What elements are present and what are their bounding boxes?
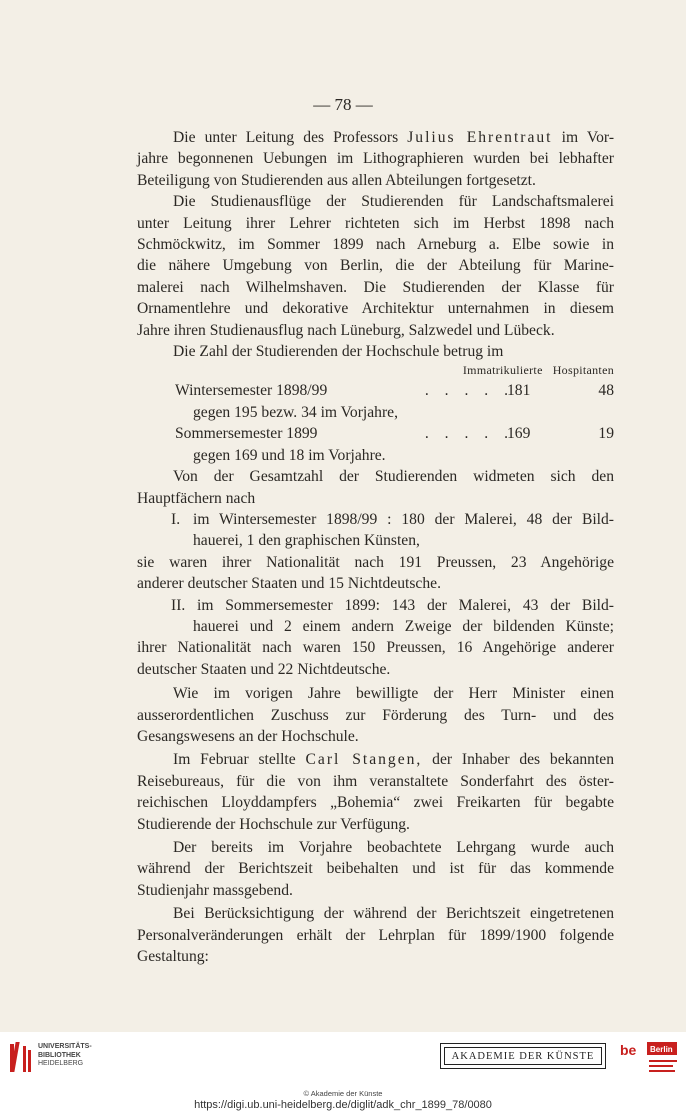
row-dots: . . . . . <box>424 382 514 400</box>
enum-line-1: im Sommersemester 1899: 143 der Malerei, 43 der Bild- <box>197 596 614 614</box>
row-note: gegen 169 und 18 im Vorjahre. <box>193 446 386 464</box>
paragraph-2-line-4: die nähere Umgebung von Berlin, die der Abteilung für Marine- <box>137 257 614 275</box>
row-label: Sommersemester 1899 <box>175 425 318 443</box>
paragraph-2-line-5: malerei nach Wilhelmshaven. Die Studierenden der Klasse für <box>137 278 614 296</box>
paragraph-9-line-1: Der bereits im Vorjahre beobachtete Lehrgang wurde auch <box>173 839 614 856</box>
paragraph-6-line-1: ihrer Nationalität nach waren 150 Preussen, 16 Angehörige anderer <box>137 639 614 657</box>
paragraph-2-line-7: Jahre ihren Studienausflug nach Lüneburg, Salzwedel und Lübeck. <box>137 321 555 339</box>
row-hospitanten: 48 <box>598 382 614 400</box>
row-dots: . . . . . <box>424 425 514 443</box>
table-row <box>137 380 614 401</box>
row-note: gegen 195 bezw. 34 im Vorjahre, <box>193 403 398 421</box>
enum-line-2: hauerei, 1 den graphischen Künsten, <box>193 532 420 550</box>
paragraph-8-line-1: Im Februar stellte Carl Stangen, der Inhaber des bekannten <box>173 751 615 769</box>
enum-item-1 <box>137 509 614 552</box>
body-text <box>137 127 614 967</box>
paragraph-9-line-2: während der Berichtszeit beibehalten und ist für das kommende <box>137 860 614 878</box>
enum-number: I. <box>171 510 181 528</box>
paragraph-10-line-3: Gestaltung: <box>137 948 209 966</box>
paragraph-2-line-3: Schmöckwitz, im Sommer 1899 nach Arneburg a. Elbe sowie in <box>137 236 614 254</box>
paragraph-6-line-2: deutscher Staaten und 22 Nichtdeutsche. <box>137 660 391 678</box>
copyright-notice: © Akademie der Künste <box>303 1089 383 1098</box>
paragraph-4-line-2: Hauptfächern nach <box>137 489 256 507</box>
paragraph-8-line-3: reichischen Lloyddampfers „Bohemia“ zwei Freikarten für begabte <box>137 794 614 812</box>
paragraph-2-line-6: Ornamentlehre und dekorative Architektur unternahmen in diesem <box>137 300 614 318</box>
page-number: — 78 — <box>313 95 373 114</box>
enum-item-2 <box>137 595 614 638</box>
paragraph-5-line-1: sie waren ihrer Nationalität nach 191 Preussen, 23 Angehörige <box>137 553 614 571</box>
paragraph-5-line-2: anderer deutscher Staaten und 15 Nichtdeutsche. <box>137 575 441 593</box>
paragraph-10-line-2: Personalveränderungen erhält der Lehrplan für 1899/1900 folgende <box>137 926 614 944</box>
paragraph-9-line-3: Studienjahr massgebend. <box>137 881 293 899</box>
paragraph-1-line-1: Die unter Leitung des Professors Julius Ehrentraut im Vor- <box>173 129 615 146</box>
header-hospitanten: Hospitanten <box>552 363 614 378</box>
permalink-url[interactable]: https://digi.ub.uni-heidelberg.de/diglit/adk_chr_1899_78/0080 <box>194 1099 492 1111</box>
paragraph-7-line-1: Wie im vorigen Jahre bewilligte der Herr Minister einen <box>173 685 614 703</box>
paragraph-4-line-1: Von der Gesamtzahl der Studierenden widmeten sich den <box>173 468 614 486</box>
enum-line-1: im Wintersemester 1898/99 : 180 der Malerei, 48 der Bild- <box>193 510 614 528</box>
ub-heidelberg-logo-icon[interactable] <box>8 1040 34 1076</box>
table-headers <box>137 363 614 377</box>
be-berlin-logo-icon[interactable] <box>619 1040 679 1076</box>
paragraph-8-line-2: Reisebureaus, für die von ihm veranstaltete Sonderfahrt des öster- <box>137 772 614 790</box>
paragraph-2-line-2: unter Leitung ihrer Lehrer richteten sich im Herbst 1898 nach <box>137 214 614 232</box>
paragraph-1-line-2: jahre begonnenen Uebungen im Lithographieren wurden bei lebhafter <box>137 150 614 168</box>
header-immatrikulierte: Immatrikulierte <box>462 363 543 378</box>
ub-heidelberg-label: UNIVERSITÄTS- BIBLIOTHEK HEIDELBERG <box>38 1043 92 1067</box>
row-hospitanten: 19 <box>598 425 614 443</box>
svg-text:Berlin: Berlin <box>650 1045 673 1054</box>
paragraph-2-line-1: Die Studienausflüge der Studierenden für Landschaftsmalerei <box>173 193 614 211</box>
svg-text:be: be <box>620 1042 637 1058</box>
row-immatrikulierte: 181 <box>506 382 531 400</box>
enum-number: II. <box>171 596 186 614</box>
paragraph-3: Die Zahl der Studierenden der Hochschule betrug im <box>173 343 504 361</box>
akademie-der-kuenste-logo[interactable]: AKADEMIE DER KÜNSTE <box>440 1043 606 1069</box>
paragraph-8-line-4: Studierende der Hochschule zur Verfügung. <box>137 815 410 833</box>
paragraph-10-line-1: Bei Berücksichtigung der während der Berichtszeit eingetretenen <box>173 905 614 923</box>
table-row <box>137 423 614 444</box>
paragraph-7-line-3: Gesangswesens an der Hochschule. <box>137 727 359 745</box>
row-immatrikulierte: 169 <box>506 425 531 443</box>
paragraph-7-line-2: ausserordentlichen Zuschuss zur Förderung des Turn- und des <box>137 706 614 724</box>
row-label: Wintersemester 1898/99 <box>175 382 328 400</box>
paragraph-1-line-3: Beteiligung von Studierenden aus allen Abteilungen fortgesetzt. <box>137 171 536 189</box>
enum-line-2: hauerei und 2 einem andern Zweige der bildenden Künste; <box>193 617 614 635</box>
